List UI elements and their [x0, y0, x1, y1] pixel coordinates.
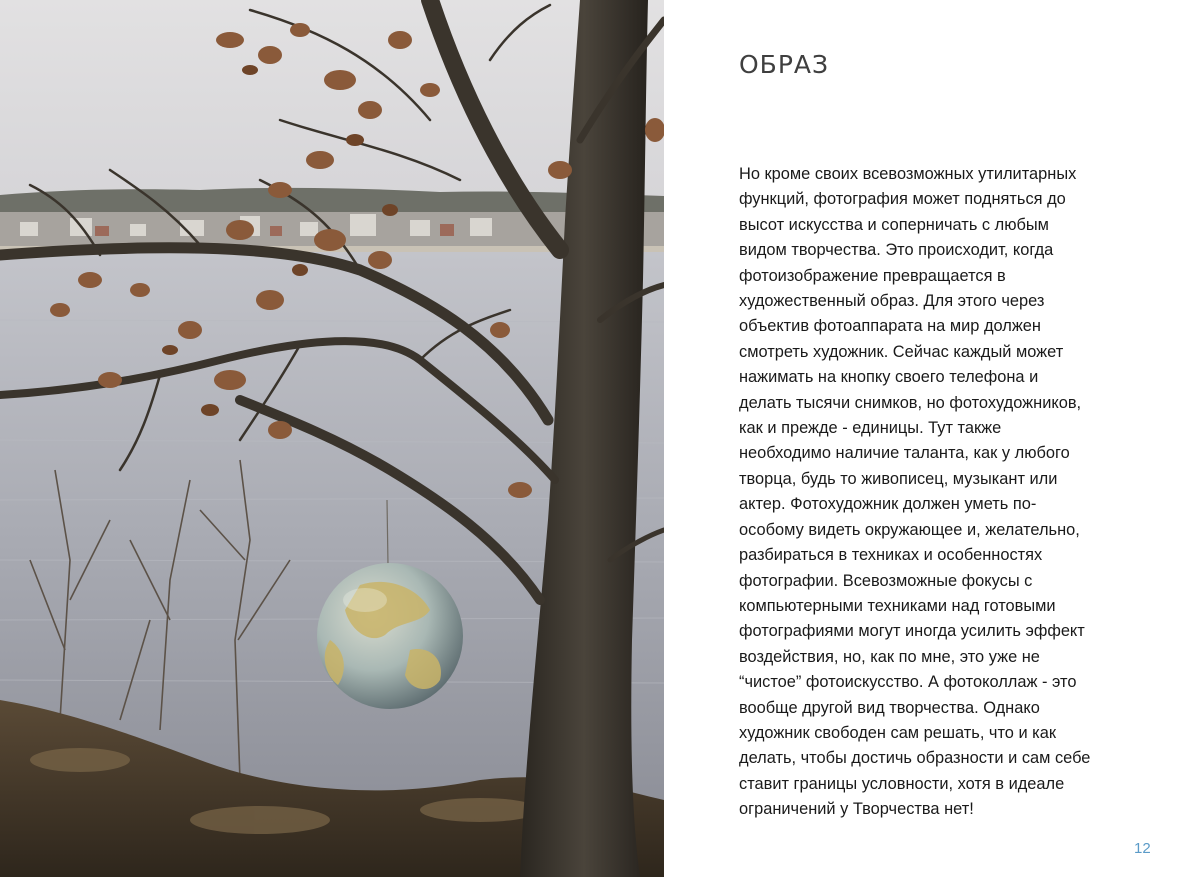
text-line: вообще другой вид творчества. Однако	[739, 698, 1040, 717]
text-line: воздействия, но, как по мне, это уже не	[739, 647, 1040, 666]
text-line: разбираться в техниках и особенностях	[739, 546, 1043, 565]
text-line: функций, фотография может подняться до	[739, 190, 1066, 209]
text-line: необходимо наличие таланта, как у любого	[739, 444, 1070, 463]
text-line: фотоизображение превращается в	[739, 266, 1006, 285]
text-line: фотографиями могут иногда усилить эффект	[739, 622, 1085, 641]
text-line: художественный образ. Для этого через	[739, 292, 1045, 311]
text-line: особому видеть окружающее и, желательно,	[739, 520, 1080, 539]
text-line: художник свободен сам решать, что и как	[739, 723, 1056, 742]
text-line: творца, будь то живописец, музыкант или	[739, 469, 1058, 488]
text-line: смотреть художник. Сейчас каждый может	[739, 342, 1064, 361]
text-line: делать, чтобы достичь образности и сам себе	[739, 749, 1091, 768]
text-line: актер. Фотохудожник должен уметь по-	[739, 495, 1037, 514]
text-line: объектив фотоаппарата на мир должен	[739, 317, 1041, 336]
text-line: фотографии. Всевозможные фокусы с	[739, 571, 1033, 590]
text-line: Но кроме своих всевозможных утилитарных	[739, 165, 1077, 183]
page-number: 12	[1134, 840, 1151, 857]
text-line: видом творчества. Это происходит, когда	[739, 241, 1054, 260]
text-panel	[664, 0, 1200, 877]
text-line: “чистое” фотоискусство. А фотоколлаж - это	[739, 673, 1077, 692]
text-line: компьютерными техниками над готовыми	[739, 596, 1056, 615]
page-title: ОБРАЗ	[739, 50, 830, 79]
text-line: нажимать на кнопку своего телефона и	[739, 368, 1039, 387]
body-text	[739, 162, 1139, 823]
text-line: делать тысячи снимков, но фотохудожников,	[739, 393, 1082, 412]
text-line: как и прежде - единицы. Тут также	[739, 419, 1002, 438]
text-line: ограничений у Творчества нет!	[739, 800, 974, 819]
text-line: ставит границы условности, хотя в идеале	[739, 774, 1065, 793]
text-line: высот искусства и соперничать с любым	[739, 215, 1049, 234]
